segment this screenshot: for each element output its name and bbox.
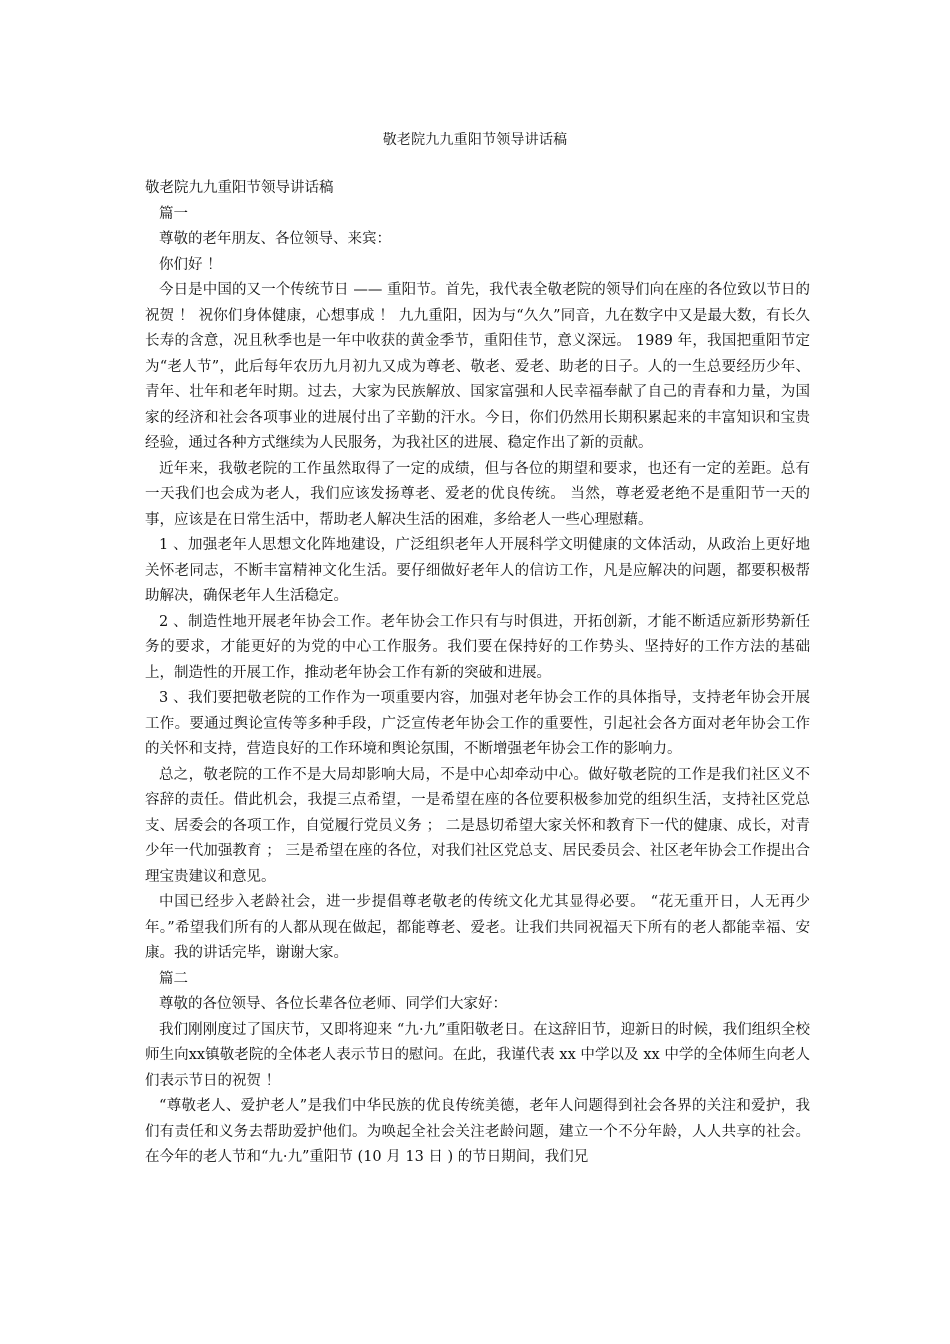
- salutation-1: 尊敬的老年朋友、各位领导、来宾：: [159, 231, 391, 247]
- section-label-1: 篇一: [159, 205, 188, 222]
- list-item-3: 3 、我们要把敬老院的工作作为一项重要内容，加强对老年协会工作的具体指导，支持老年协会开展工作。要通过舆论宣传等多种手段，广泛宣传老年协会工作的重要性，引起社会各方面对老年协会工作的关怀和支持，营造良好的工作环境和舆论氛围，不断增强老年协会工作的影响力。: [145, 690, 810, 757]
- list-item-1: 1 、加强老年人思想文化阵地建设，广泛组织老年人开展科学文明健康的文体活动，从政治上更好地关怀老同志，不断丰富精神文化生活。要仔细做好老年人的信访工作，凡是应解决的问题，都要积极帮助解决，确保老年人生活稳定。: [145, 537, 810, 604]
- document-body: [145, 176, 810, 1171]
- greeting-1: 你们好 ！: [159, 256, 222, 273]
- section-label-2: 篇二: [159, 970, 188, 987]
- page-title: 敬老院九九重阳节领导讲话稿: [382, 132, 568, 148]
- body-paragraph: 总之，敬老院的工作不是大局却影响大局，不是中心却牵动中心。做好敬老院的工作是我们社区义不容辞的责任。借此机会，我提三点希望，一是希望在座的各位要积极参加党的组织生活，支持社区党总支、居委会的各项工作，自觉履行党员义务 ； 二是恳切希望大家关怀和教育下一代的健康、成长，对青少年一代加强教育 ； 三是希望在座的各位，对我们社区党总支、居民委员会、社区老年协会工作提出合理宝贵建议和意见。: [145, 766, 810, 885]
- salutation-2: 尊敬的各位领导、各位长辈各位老师、同学们大家好：: [159, 996, 507, 1012]
- body-paragraph: 今日是中国的又一个传统节日 —— 重阳节。首先，我代表全敬老院的领导们向在座的各位致以节日的祝贺 ！ 祝你们身体健康，心想事成 ！ 九九重阳，因为与“久久”同音，九在数字中又是最大数，有长久长寿的含意，况且秋季也是一年中收获的黄金季节，重阳佳节，意义深远。 1989 年，我国把重阳节定为“老人节”，此后每年农历九月初九又成为尊老、敬老、爱老、助老的日子。人的一生总要经历少年、青年、壮年和老年时期。过去，大家为民族解放、国家富强和人民幸福奉献了自己的青春和力量，为国家的经济和社会各项事业的进展付出了辛勤的汗水。今日，你们仍然用长期积累起来的丰富知识和宝贵经验，通过各种方式继续为人民服务，为我社区的进展、稳定作出了新的贡献。: [145, 282, 810, 451]
- body-paragraph: 我们刚刚度过了国庆节，又即将迎来 “九·九”重阳敬老日。在这辞旧节，迎新日的时候，我们组织全校师生向xx镇敬老院的全体老人表示节日的慰问。在此，我谨代表 xx 中学以及 xx 中学的全体师生向老人们表示节日的祝贺 ！: [145, 1021, 810, 1089]
- document-heading: 敬老院九九重阳节领导讲话稿: [145, 180, 334, 196]
- body-paragraph: 中国已经步入老龄社会，进一步提倡尊老敬老的传统文化尤其显得必要。 “花无重开日，人无再少年。”希望我们所有的人都从现在做起，都能尊老、爱老。让我们共同祝福天下所有的老人都能幸福、安康。我的讲话完毕，谢谢大家。: [145, 894, 810, 961]
- body-paragraph: “尊敬老人、爱护老人”是我们中华民族的优良传统美德，老年人问题得到社会各界的关注和爱护，我们有责任和义务去帮助爱护他们。为唤起全社会关注老龄问题，建立一个不分年龄，人人共享的社会。在今年的老人节和“九·九”重阳节 (10 月 13 日 ) 的节日期间，我们兄: [145, 1098, 810, 1165]
- body-paragraph: 近年来，我敬老院的工作虽然取得了一定的成绩，但与各位的期望和要求，也还有一定的差距。总有一天我们也会成为老人，我们应该发扬尊老、爱老的优良传统。 当然，尊老爱老绝不是重阳节一天的事，应该是在日常生活中，帮助老人解决生活的困难，多给老人一些心理慰藉。: [145, 460, 810, 528]
- list-item-2: 2 、制造性地开展老年协会工作。老年协会工作只有与时俱进，开拓创新，才能不断适应新形势新任务的要求，才能更好的为党的中心工作服务。我们要在保持好的工作势头、坚持好的工作方法的基础上，制造性的开展工作，推动老年协会工作有新的突破和进展。: [145, 613, 810, 681]
